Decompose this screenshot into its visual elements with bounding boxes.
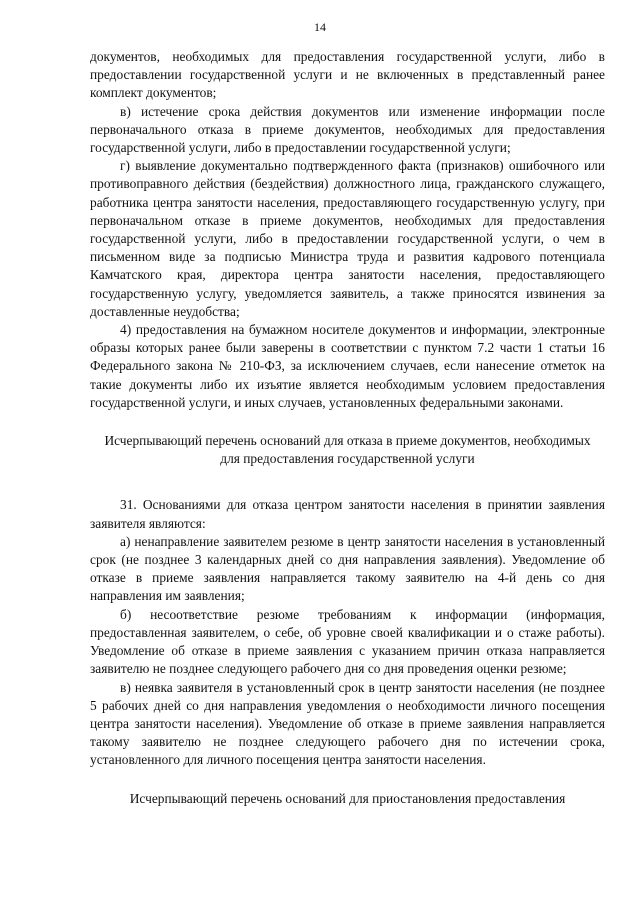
- spacer: [90, 770, 605, 790]
- paragraph-item-b: б) несоответствие резюме требованиям к информации (информация, предоставленная заявителем, о себе, об уровне своей квалификации и о стаже работы). Уведомление об отказе в приеме заявления с указанием причин отказа направляется заявителю не позднее следующего рабочего дня со дня проведения оценки резюме;: [90, 606, 605, 677]
- paragraph-continuation: документов, необходимых для предоставления государственной услуги, либо в предоставлении государственной услуги и не включенных в представленный ранее комплект документов;: [90, 49, 605, 101]
- paragraph-31: 31. Основаниями для отказа центром занятости населения в принятии заявления заявителя являются:: [90, 497, 605, 531]
- section-heading-refusal-grounds: Исчерпывающий перечень оснований для отказа в приеме документов, необходимых для предоставления государственной услуги: [104, 433, 591, 467]
- page-number: 14: [314, 20, 326, 34]
- paragraph-item-v: в) истечение срока действия документов или изменение информации после первоначального отказа в приеме документов, необходимых для предоставления государственной услуги, либо в предоставлении государственной услуги;: [90, 103, 605, 156]
- spacer: [90, 468, 605, 496]
- paragraph-item-a: а) ненаправление заявителем резюме в центр занятости населения в установленный срок (не позднее 3 календарных дней со дня направления заявления). Уведомление об отказе в приеме заявления направляется такому заявителю на 4-й день со дня направления им заявления;: [90, 533, 605, 604]
- paragraph-item-g: г) выявление документально подтвержденного факта (признаков) ошибочного или противоправного действия (бездействия) должностного лица, гражданского служащего, работника центра занятости населения, предоставляющего государственную услугу, при первоначальном отказе в приеме документов, необходимых для предоставления государственной услуги, либо в предоставлении государственной услуги, о чем в письменном виде за подписью Министра труда и развития кадрового потенциала Камчатского края, директора центра занятости населения, предоставляющего государственную услугу, уведомляется заявитель, а также приносятся извинения за доставленные неудобства;: [90, 158, 605, 319]
- document-body: [90, 48, 605, 808]
- spacer: [90, 412, 605, 432]
- paragraph-item-4: 4) предоставления на бумажном носителе документов и информации, электронные образы которых ранее были заверены в соответствии с пунктом 7.2 части 1 статьи 16 Федерального закона № 210-ФЗ, за исключением случаев, если нанесение отметок на такие документы либо их изъятие является необходимым условием предоставления государственной услуги, и иных случаев, установленных федеральными законами.: [90, 322, 605, 410]
- paragraph-item-v2: в) неявка заявителя в установленный срок в центр занятости населения (не позднее 5 рабочих дней со дня направления уведомления о необходимости личного посещения центра занятости населения). Уведомление об отказе в приеме заявления направляется такому заявителю не позднее следующего рабочего дня по истечении срока, установленного для личного посещения центра занятости населения.: [90, 679, 605, 768]
- section-heading-suspension-grounds: Исчерпывающий перечень оснований для приостановления предоставления: [129, 790, 566, 806]
